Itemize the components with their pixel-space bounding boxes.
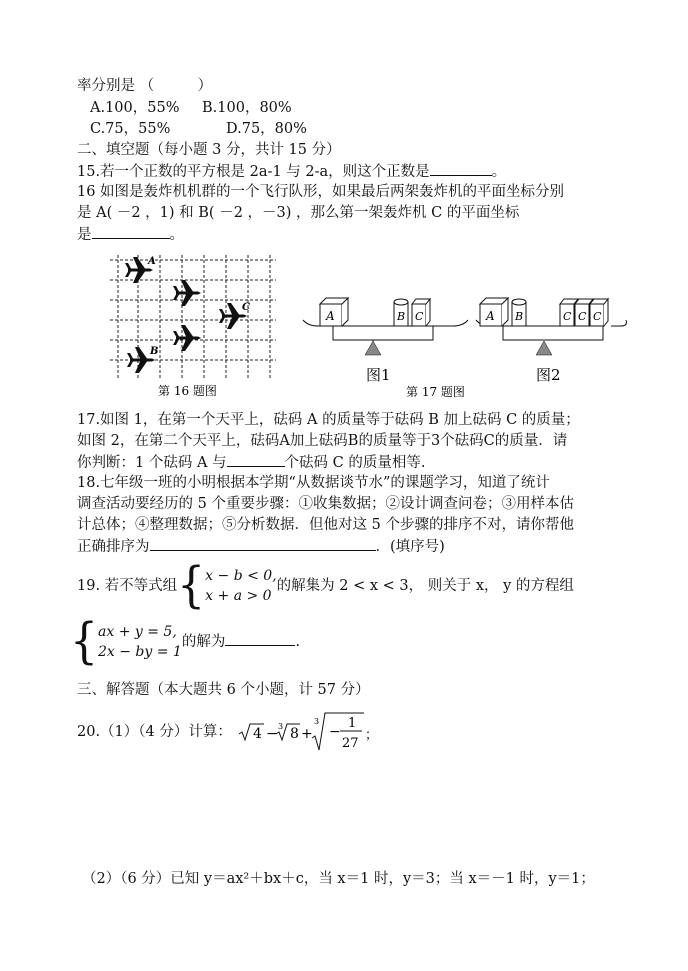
inequality-2: x + a > 0 — [205, 588, 272, 604]
q15-end: 。 — [491, 164, 507, 180]
balance-scale-1 — [303, 298, 468, 384]
weight-a — [320, 298, 348, 326]
q18-line3: 计总体；④整理数据；⑤分析数据．但他对这 5 个步骤的排序不对，请你帮他 — [77, 517, 574, 533]
label-c: C — [242, 302, 250, 313]
weight-c — [412, 299, 430, 326]
q16-line1: 16 如图是轰炸机机群的一个飞行队形，如果最后两架轰炸机的平面坐标分别 — [77, 184, 565, 200]
section2-title: 二、填空题（每小题 3 分，共计 15 分） — [77, 142, 341, 158]
weight-a — [480, 298, 508, 326]
figure-16-caption: 第 16 题图 — [158, 384, 217, 398]
q16-line3-pre: 是 — [77, 227, 92, 243]
inequality-system — [205, 566, 276, 606]
scale2-label: 图2 — [536, 366, 561, 384]
section3-title: 三、解答题（本大题共 6 个小题，计 57 分） — [77, 682, 370, 698]
equation-1: ax + y = 5, — [98, 624, 177, 640]
fraction-denominator: 27 — [342, 736, 359, 751]
answer-blank — [227, 452, 285, 467]
left-brace: { — [70, 613, 98, 670]
equation-2: 2x − by = 1 — [98, 644, 182, 660]
weight-b — [512, 299, 526, 326]
q14-option-a: A.100，55% — [90, 100, 180, 116]
q14-tail: 率分别是 （ ） — [77, 78, 213, 94]
q17-line2: 如图 2，在第二个天平上，砝码A加上砝码B的质量等于3个砝码C的质量．请 — [77, 433, 568, 449]
q16-line3 — [77, 224, 184, 245]
label-b: B — [150, 346, 159, 357]
q19-line2 — [70, 613, 300, 670]
q16-line2: 是 A( －2 ，1) 和 B( －2 ，－3) ，那么第一架轰炸机 C 的平面坐标 — [77, 205, 520, 221]
answer-blank — [92, 224, 170, 239]
weight-c — [590, 299, 608, 326]
radicand-8: 8 — [290, 726, 299, 742]
q19-line1 — [77, 557, 574, 614]
minus-sign: − — [266, 726, 278, 742]
inequality-1: x − b < 0, — [205, 568, 277, 584]
answer-blank — [225, 631, 295, 646]
cube-root-index: 3 — [314, 717, 320, 726]
answer-blank — [150, 536, 376, 551]
expression-end: ； — [365, 728, 379, 743]
negative-sign: − — [329, 724, 341, 740]
weight-label: C — [578, 310, 587, 323]
q20-part1: 20.（1）（4 分）计算： — [77, 724, 232, 740]
q18-line1: 18.七年级一班的小明根据本学期“从数据谈节水”的课题学习，知道了统计 — [77, 475, 550, 491]
q14-option-b: B.100，80% — [202, 100, 292, 116]
q19-end: . — [295, 634, 300, 650]
q20-part2: （2）（6 分）已知 y＝ax²＋bx＋c，当 x＝1 时，y＝3；当 x＝－1 时，y＝1； — [82, 871, 595, 887]
weight-label: C — [593, 310, 602, 323]
weight-label: B — [515, 310, 524, 323]
scale1-label: 图1 — [366, 366, 391, 384]
q14-option-c: C.75，55% — [90, 121, 171, 137]
q18-line4-end: ．(填序号) — [375, 539, 445, 555]
balance-scale-2 — [476, 298, 626, 384]
q15-text: 15.若一个正数的平方根是 2a-1 与 2-a，则这个正数是 — [77, 164, 430, 180]
q19-end-pre: 的解为 — [181, 634, 226, 650]
weight-b — [394, 299, 408, 326]
weight-label: B — [397, 310, 406, 323]
question-15 — [77, 161, 506, 182]
figure-17-balances — [298, 284, 628, 402]
q17-line3-end: 个砝码 C 的质量相等. — [284, 455, 426, 471]
cube-root-index: 3 — [278, 722, 284, 731]
weight-label: A — [486, 309, 495, 323]
q17-line3 — [77, 452, 425, 473]
left-brace: { — [177, 557, 206, 614]
figure-16-grid — [108, 250, 278, 400]
equation-system — [98, 622, 182, 662]
plus-sign: + — [301, 726, 313, 742]
q19-number: 19. 若不等式组 — [77, 578, 178, 594]
q17-line3-pre: 你判断：1 个砝码 A 与 — [77, 455, 227, 471]
fraction-numerator: 1 — [348, 716, 357, 731]
figure-17-caption: 第 17 题图 — [406, 385, 465, 399]
radicand-4: 4 — [253, 726, 262, 742]
weight-label: C — [563, 310, 572, 323]
q19-mid: 的解集为 2 < x < 3， 则关于 x， y 的方程组 — [276, 578, 574, 594]
answer-blank — [430, 161, 492, 176]
q16-line3-end: 。 — [169, 227, 184, 243]
weight-label: C — [415, 310, 424, 323]
q18-line4-pre: 正确排序为 — [77, 539, 150, 555]
q14-option-d: D.75，80% — [226, 121, 307, 137]
weight-label: A — [326, 309, 335, 323]
q18-line2: 调查活动要经历的 5 个重要步骤：①收集数据；②设计调查问卷；③用样本估 — [77, 496, 574, 512]
q17-line1: 17.如图 1，在第一个天平上，砝码 A 的质量等于砝码 B 加上砝码 C 的质量； — [77, 412, 580, 428]
q20-expression — [236, 710, 379, 754]
q18-line4 — [77, 536, 445, 557]
label-a: A — [148, 256, 156, 267]
